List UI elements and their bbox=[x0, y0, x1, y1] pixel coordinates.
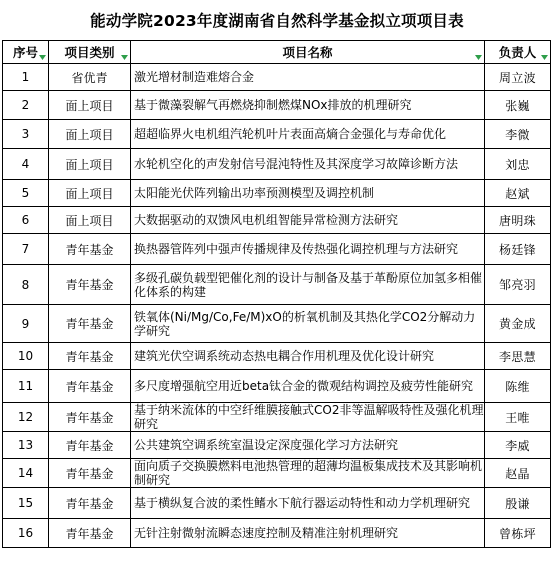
cell-number-text: 1 bbox=[21, 70, 30, 84]
table-row[interactable] bbox=[3, 519, 551, 548]
cell-leader[interactable] bbox=[485, 305, 551, 343]
cell-project-name-text: 公共建筑空调系统室温设定深度强化学习方法研究 bbox=[134, 438, 399, 452]
cell-number[interactable] bbox=[3, 149, 49, 180]
cell-project-name-text: 多级孔碳负载型钯催化剂的设计与制备及基于革酚原位加氢多相催化体系的构建 bbox=[134, 270, 483, 299]
cell-project-type[interactable] bbox=[49, 305, 131, 343]
cell-leader[interactable] bbox=[485, 207, 551, 234]
table-row[interactable] bbox=[3, 488, 551, 519]
cell-leader-text: 唐明珠 bbox=[499, 213, 536, 228]
cell-project-name[interactable] bbox=[131, 234, 485, 265]
cell-leader-text: 王唯 bbox=[505, 410, 530, 425]
cell-leader-text: 李威 bbox=[505, 438, 530, 453]
cell-number[interactable] bbox=[3, 343, 49, 370]
cell-number[interactable] bbox=[3, 91, 49, 120]
cell-leader-text: 刘忠 bbox=[505, 157, 530, 172]
table-row[interactable] bbox=[3, 64, 551, 91]
cell-project-type-text: 青年基金 bbox=[65, 526, 114, 541]
cell-project-name-text: 面向质子交换膜燃料电池热管理的超薄均温板集成技术及其影响机制研究 bbox=[134, 459, 483, 487]
cell-project-name-text: 换热器管阵列中强声传播规律及传热强化调控机理与方法研究 bbox=[134, 242, 459, 256]
cell-number-text: 4 bbox=[21, 157, 30, 171]
cell-leader-text: 黄金成 bbox=[499, 317, 536, 331]
cell-project-name[interactable] bbox=[131, 91, 485, 120]
cell-project-name-text: 太阳能光伏阵列输出功率预测模型及调控机制 bbox=[134, 186, 375, 200]
cell-leader[interactable] bbox=[485, 149, 551, 180]
filter-dropdown-icon[interactable] bbox=[474, 53, 483, 62]
filter-dropdown-icon[interactable] bbox=[540, 53, 549, 62]
cell-project-name[interactable] bbox=[131, 207, 485, 234]
table-header-row bbox=[3, 41, 551, 64]
cell-project-name-text: 铁氧体(Ni/Mg/Co,Fe/M)xO的析氧机制及其热化学CO2分解动力学研究 bbox=[134, 309, 476, 338]
table-row[interactable] bbox=[3, 370, 551, 403]
cell-project-type-text: 青年基金 bbox=[65, 466, 114, 481]
cell-project-type-text: 青年基金 bbox=[65, 496, 114, 511]
filter-dropdown-icon[interactable] bbox=[120, 53, 129, 62]
cell-number[interactable] bbox=[3, 265, 49, 305]
cell-leader-text: 邹亮羽 bbox=[499, 278, 536, 292]
cell-leader-text: 殷谦 bbox=[505, 496, 530, 511]
cell-leader-text: 周立波 bbox=[499, 70, 536, 85]
column-header-leader[interactable] bbox=[485, 41, 551, 64]
cell-project-name-text: 无针注射微射流瞬态速度控制及精准注射机理研究 bbox=[134, 526, 399, 540]
cell-project-type-text: 面上项目 bbox=[65, 186, 114, 201]
cell-number-text: 7 bbox=[21, 242, 30, 256]
cell-project-name[interactable] bbox=[131, 120, 485, 149]
cell-project-name-text: 超超临界火电机组汽轮机叶片表面高熵合金强化与寿命优化 bbox=[134, 127, 447, 141]
cell-project-name[interactable] bbox=[131, 265, 485, 305]
cell-project-name-text: 多尺度增强航空用近beta钛合金的微观结构调控及疲劳性能研究 bbox=[134, 379, 474, 393]
cell-project-type-text: 青年基金 bbox=[65, 410, 114, 425]
page-title: 能动学院2023年度湖南省自然科学基金拟立项项目表 bbox=[90, 12, 464, 30]
cell-number[interactable] bbox=[3, 519, 49, 548]
cell-number-text: 14 bbox=[17, 466, 34, 480]
cell-project-type-text: 青年基金 bbox=[65, 379, 114, 394]
cell-project-name[interactable] bbox=[131, 488, 485, 519]
table-row[interactable] bbox=[3, 180, 551, 207]
cell-leader-text: 陈维 bbox=[505, 379, 530, 394]
cell-leader[interactable] bbox=[485, 91, 551, 120]
cell-number[interactable] bbox=[3, 64, 49, 91]
cell-leader[interactable] bbox=[485, 459, 551, 488]
cell-number-text: 16 bbox=[17, 526, 34, 540]
cell-leader-text: 李微 bbox=[505, 127, 530, 142]
cell-project-type-text: 面上项目 bbox=[65, 213, 114, 228]
column-header-leader-label: 负责人 bbox=[498, 45, 537, 60]
table-row[interactable] bbox=[3, 120, 551, 149]
cell-leader[interactable] bbox=[485, 265, 551, 305]
table-row[interactable] bbox=[3, 149, 551, 180]
cell-project-type-text: 青年基金 bbox=[65, 278, 114, 292]
table-row[interactable] bbox=[3, 305, 551, 343]
cell-number-text: 9 bbox=[21, 316, 30, 331]
cell-project-name-text: 大数据驱动的双馈风电机组智能异常检测方法研究 bbox=[134, 213, 399, 227]
cell-project-type[interactable] bbox=[49, 91, 131, 120]
cell-project-name-text: 建筑光伏空调系统动态热电耦合作用机理及优化设计研究 bbox=[134, 349, 435, 363]
cell-project-name[interactable] bbox=[131, 519, 485, 548]
cell-leader-text: 张巍 bbox=[505, 98, 530, 113]
table-row[interactable] bbox=[3, 403, 551, 432]
cell-project-type-text: 面上项目 bbox=[65, 127, 114, 142]
column-header-name-label: 项目名称 bbox=[282, 45, 333, 60]
cell-project-name-text: 水轮机空化的声发射信号混沌特性及其深度学习故障诊断方法 bbox=[134, 157, 459, 171]
cell-project-name-text: 激光增材制造难熔合金 bbox=[134, 70, 255, 84]
cell-number[interactable] bbox=[3, 180, 49, 207]
cell-leader-text: 曾栋坪 bbox=[499, 526, 536, 541]
cell-number[interactable] bbox=[3, 234, 49, 265]
cell-project-type-text: 青年基金 bbox=[65, 317, 114, 331]
column-header-number-label: 序号 bbox=[12, 45, 38, 60]
cell-project-name[interactable] bbox=[131, 459, 485, 488]
cell-leader[interactable] bbox=[485, 488, 551, 519]
column-header-number[interactable] bbox=[3, 41, 49, 64]
cell-project-type-text: 青年基金 bbox=[65, 349, 114, 364]
cell-number-text: 13 bbox=[17, 438, 34, 452]
cell-number[interactable] bbox=[3, 403, 49, 432]
cell-project-type-text: 面上项目 bbox=[65, 157, 114, 172]
cell-leader[interactable] bbox=[485, 432, 551, 459]
cell-project-type[interactable] bbox=[49, 403, 131, 432]
cell-project-name-text: 基于横纵复合波的柔性鳍水下航行器运动特性和动力学机理研究 bbox=[134, 496, 471, 510]
cell-project-type[interactable] bbox=[49, 207, 131, 234]
cell-project-name[interactable] bbox=[131, 180, 485, 207]
column-header-type-label: 项目类别 bbox=[64, 45, 115, 60]
cell-leader-text: 杨廷锋 bbox=[499, 242, 536, 257]
table-row[interactable] bbox=[3, 343, 551, 370]
cell-project-type-text: 青年基金 bbox=[65, 242, 114, 257]
cell-project-name[interactable] bbox=[131, 432, 485, 459]
table-row[interactable] bbox=[3, 432, 551, 459]
cell-project-type[interactable] bbox=[49, 432, 131, 459]
cell-project-type[interactable] bbox=[49, 265, 131, 305]
column-header-name[interactable] bbox=[131, 41, 485, 64]
cell-leader[interactable] bbox=[485, 120, 551, 149]
cell-project-type-text: 面上项目 bbox=[65, 98, 114, 113]
cell-leader[interactable] bbox=[485, 370, 551, 403]
cell-number[interactable] bbox=[3, 305, 49, 343]
cell-project-type[interactable] bbox=[49, 519, 131, 548]
cell-number-text: 8 bbox=[21, 277, 30, 292]
cell-number-text: 10 bbox=[17, 349, 34, 363]
cell-project-type-text: 省优青 bbox=[71, 70, 108, 85]
column-header-type[interactable] bbox=[49, 41, 131, 64]
cell-leader[interactable] bbox=[485, 519, 551, 548]
cell-number[interactable] bbox=[3, 207, 49, 234]
table-row[interactable] bbox=[3, 234, 551, 265]
cell-number-text: 11 bbox=[17, 379, 34, 393]
cell-project-name[interactable] bbox=[131, 370, 485, 403]
table-row[interactable] bbox=[3, 91, 551, 120]
cell-leader[interactable] bbox=[485, 343, 551, 370]
cell-number-text: 15 bbox=[17, 496, 34, 510]
cell-number-text: 6 bbox=[21, 213, 30, 227]
cell-leader[interactable] bbox=[485, 180, 551, 207]
cell-project-type-text: 青年基金 bbox=[65, 438, 114, 453]
cell-project-name[interactable] bbox=[131, 149, 485, 180]
cell-leader[interactable] bbox=[485, 403, 551, 432]
cell-project-type[interactable] bbox=[49, 234, 131, 265]
table-row[interactable] bbox=[3, 207, 551, 234]
filter-dropdown-icon[interactable] bbox=[38, 53, 47, 62]
table-row[interactable] bbox=[3, 265, 551, 305]
cell-project-name[interactable] bbox=[131, 403, 485, 432]
cell-number[interactable] bbox=[3, 370, 49, 403]
project-table bbox=[2, 40, 551, 548]
cell-number-text: 3 bbox=[21, 127, 30, 141]
cell-project-type[interactable] bbox=[49, 120, 131, 149]
cell-project-name-text: 基于微藻裂解气再燃烧抑制燃煤NOx排放的机理研究 bbox=[134, 98, 412, 112]
cell-number[interactable] bbox=[3, 488, 49, 519]
cell-project-type[interactable] bbox=[49, 149, 131, 180]
cell-project-type[interactable] bbox=[49, 180, 131, 207]
cell-project-type[interactable] bbox=[49, 370, 131, 403]
cell-number[interactable] bbox=[3, 459, 49, 488]
cell-project-name[interactable] bbox=[131, 343, 485, 370]
cell-project-name[interactable] bbox=[131, 305, 485, 343]
cell-project-type[interactable] bbox=[49, 343, 131, 370]
cell-leader[interactable] bbox=[485, 234, 551, 265]
cell-project-name[interactable] bbox=[131, 64, 485, 91]
cell-project-name-text: 基于纳米流体的中空纤维膜接触式CO2非等温解吸特性及强化机理研究 bbox=[134, 403, 484, 431]
cell-leader[interactable] bbox=[485, 64, 551, 91]
cell-number-text: 2 bbox=[21, 98, 30, 112]
cell-number-text: 5 bbox=[21, 186, 30, 200]
cell-number[interactable] bbox=[3, 120, 49, 149]
cell-leader-text: 赵晶 bbox=[505, 466, 530, 481]
cell-number[interactable] bbox=[3, 432, 49, 459]
cell-leader-text: 赵斌 bbox=[505, 186, 530, 201]
cell-number-text: 12 bbox=[17, 410, 34, 424]
cell-leader-text: 李思慧 bbox=[499, 349, 536, 364]
cell-project-type[interactable] bbox=[49, 64, 131, 91]
table-row[interactable] bbox=[3, 459, 551, 488]
cell-project-type[interactable] bbox=[49, 459, 131, 488]
cell-project-type[interactable] bbox=[49, 488, 131, 519]
